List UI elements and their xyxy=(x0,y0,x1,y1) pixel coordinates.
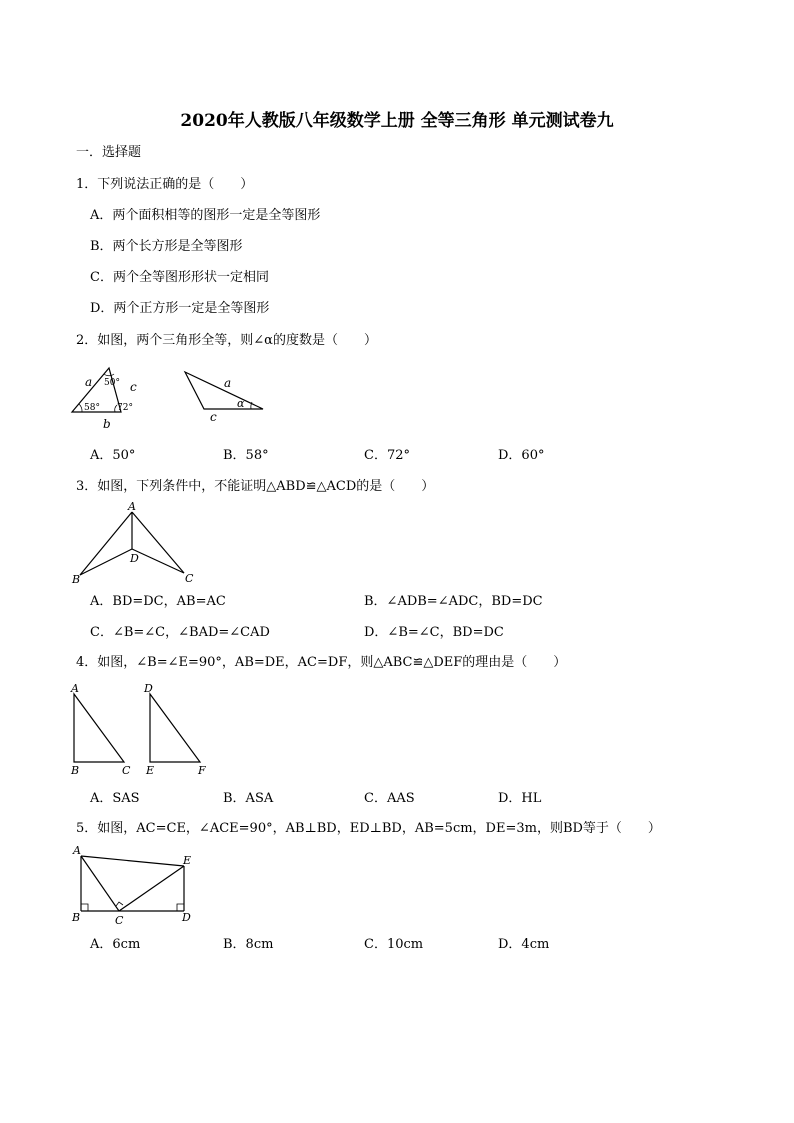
question-2-option-a[interactable]: A．50° xyxy=(90,448,136,463)
question-4-figure xyxy=(66,680,216,780)
triangle-1-angle-right: 72° xyxy=(117,403,133,413)
point-a-label: A xyxy=(128,500,136,513)
triangle-1-angle-left: 58° xyxy=(84,403,100,413)
point-c-label: C xyxy=(122,764,131,777)
question-1-stem: 1．下列说法正确的是（ ） xyxy=(76,177,254,192)
section-heading: 一．选择题 xyxy=(76,145,142,160)
question-3-option-c[interactable]: C．∠B=∠C，∠BAD=∠CAD xyxy=(90,625,270,640)
question-4-option-c[interactable]: C．AAS xyxy=(364,791,415,806)
point-e-label: E xyxy=(146,764,155,777)
point-c-label: C xyxy=(185,572,194,585)
point-b-label: B xyxy=(72,911,81,924)
question-2-option-b[interactable]: B．58° xyxy=(223,448,269,463)
point-f-label: F xyxy=(198,764,206,777)
question-5-figure xyxy=(66,840,206,930)
triangle-1-angle-top: 50° xyxy=(104,378,120,388)
question-4-option-d[interactable]: D．HL xyxy=(498,791,542,806)
point-b-label: B xyxy=(72,573,81,586)
question-3-stem: 3．如图，下列条件中，不能证明△ABD≌△ACD的是（ ） xyxy=(76,479,435,494)
point-d-label: D xyxy=(144,682,153,695)
triangle-1-side-b: b xyxy=(103,417,111,431)
point-b-label: B xyxy=(71,764,80,777)
question-4-option-b[interactable]: B．ASA xyxy=(223,791,274,806)
question-1-option-c[interactable]: C．两个全等图形形状一定相同 xyxy=(90,270,269,285)
question-3-option-a[interactable]: A．BD=DC，AB=AC xyxy=(90,594,226,609)
question-4-stem: 4．如图，∠B=∠E=90°，AB=DE，AC=DF，则△ABC≌△DEF的理由是（ ） xyxy=(76,655,567,670)
triangle-2-angle-alpha: α xyxy=(237,397,245,410)
question-5-option-c[interactable]: C．10cm xyxy=(364,937,424,952)
question-1-option-b[interactable]: B．两个长方形是全等图形 xyxy=(90,239,243,254)
question-2-option-c[interactable]: C．72° xyxy=(364,448,410,463)
point-a-label: A xyxy=(73,844,81,857)
page-title: 2020年人教版八年级数学上册 全等三角形 单元测试卷九 xyxy=(180,111,614,131)
question-5-stem: 5．如图，AC=CE，∠ACE=90°，AB⊥BD，ED⊥BD，AB=5cm，DE=3m，则BD等于（ ） xyxy=(76,821,661,836)
question-2-option-d[interactable]: D．60° xyxy=(498,448,545,463)
point-d-label: D xyxy=(130,552,139,565)
triangle-2-side-a: a xyxy=(224,376,232,390)
question-2-figure xyxy=(66,363,276,435)
triangle-1-side-c: c xyxy=(130,380,137,394)
triangle-2-side-c: c xyxy=(210,410,217,424)
point-d-label: D xyxy=(182,911,191,924)
question-3-option-d[interactable]: D．∠B=∠C，BD=DC xyxy=(364,625,504,640)
triangle-1-side-a: a xyxy=(85,375,93,389)
question-5-option-a[interactable]: A．6cm xyxy=(90,937,141,952)
question-5-option-d[interactable]: D．4cm xyxy=(498,937,550,952)
question-5-option-b[interactable]: B．8cm xyxy=(223,937,274,952)
question-4-option-a[interactable]: A．SAS xyxy=(90,791,140,806)
point-c-label: C xyxy=(115,914,124,927)
point-e-label: E xyxy=(183,854,192,867)
point-a-label: A xyxy=(71,682,79,695)
question-3-figure xyxy=(66,500,206,590)
question-2-stem: 2．如图，两个三角形全等，则∠α的度数是（ ） xyxy=(76,333,377,348)
question-3-option-b[interactable]: B．∠ADB=∠ADC，BD=DC xyxy=(364,594,543,609)
question-1-option-d[interactable]: D．两个正方形一定是全等图形 xyxy=(90,301,270,316)
question-1-option-a[interactable]: A．两个面积相等的图形一定是全等图形 xyxy=(90,208,321,223)
